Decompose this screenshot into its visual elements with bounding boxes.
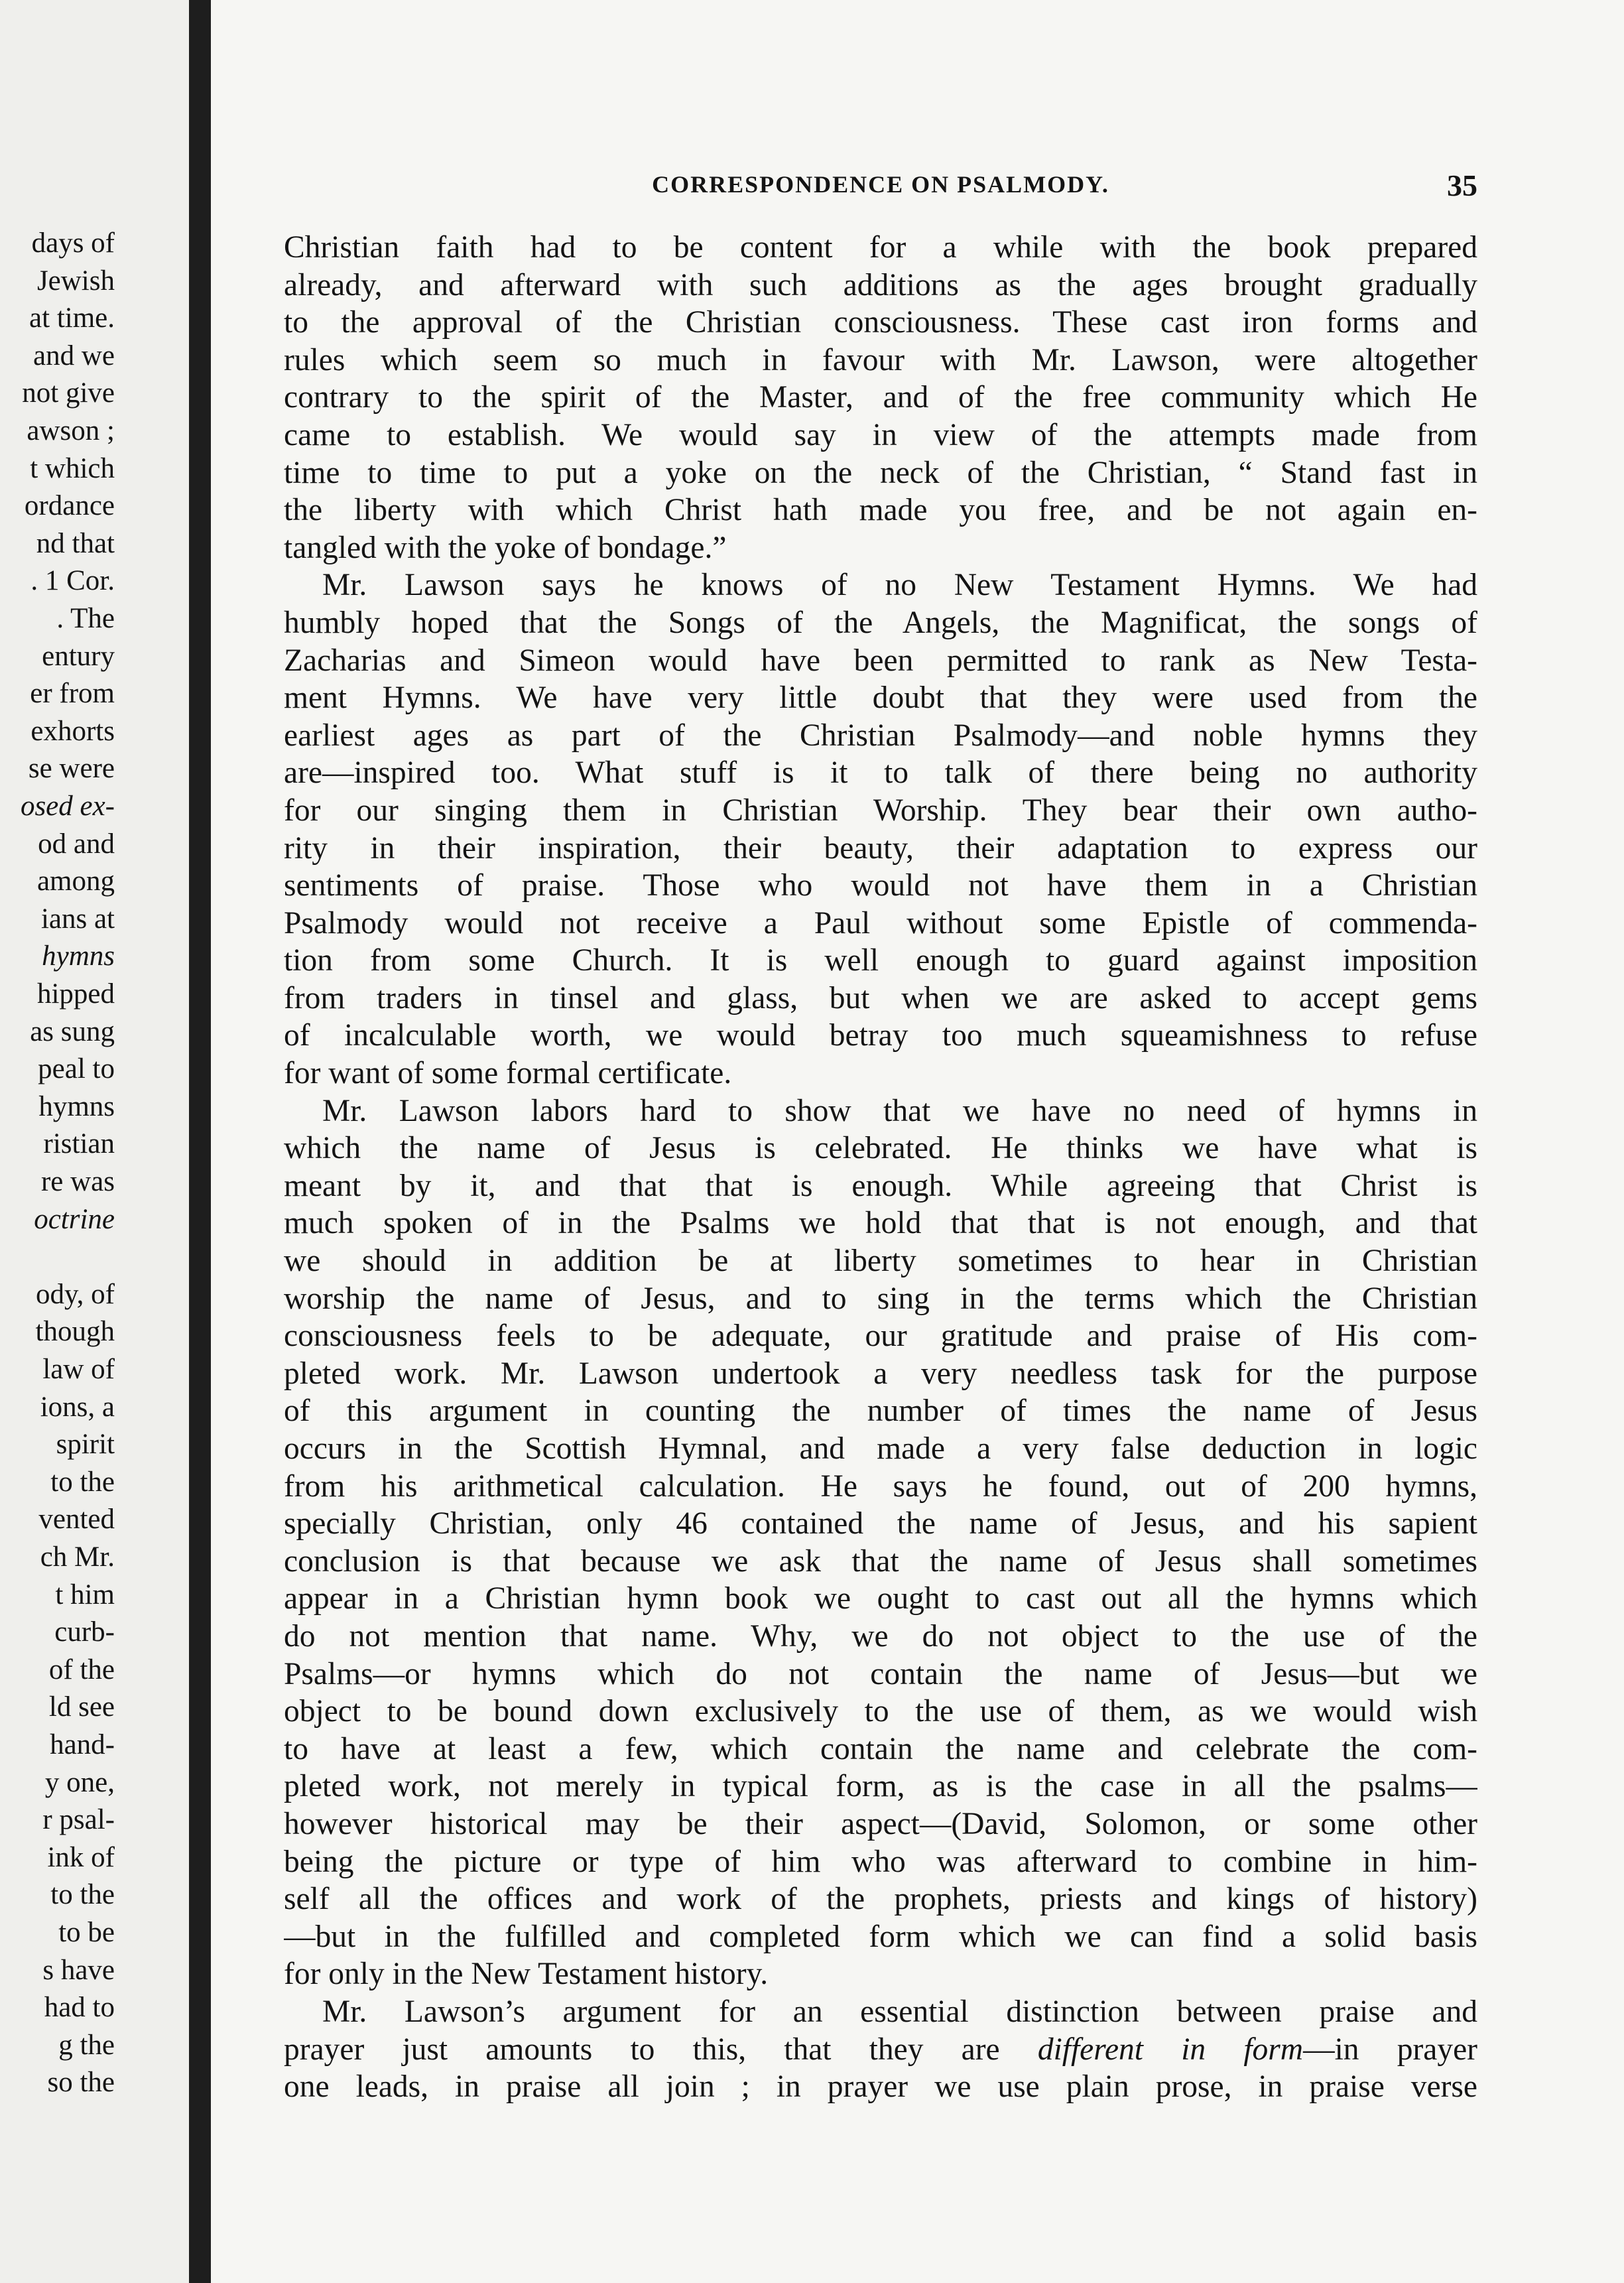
facing-page-line: to be bbox=[58, 1917, 115, 1948]
facing-page-line: . 1 Cor. bbox=[31, 565, 115, 597]
facing-page-line: to the bbox=[50, 1466, 115, 1498]
text-line-with-emphasis bbox=[284, 2031, 1477, 2069]
facing-page-line: entury bbox=[42, 640, 115, 672]
facing-page-line: awson ; bbox=[27, 415, 115, 446]
facing-page-line: ch Mr. bbox=[40, 1541, 115, 1573]
facing-page-line: days of bbox=[31, 228, 115, 259]
facing-page-line: ld see bbox=[48, 1691, 115, 1723]
text-line: we should in addition be at liberty sometimes to hear in Christian bbox=[284, 1244, 1477, 1279]
facing-page-line: as sung bbox=[30, 1015, 115, 1047]
facing-page-line: at time. bbox=[29, 302, 115, 334]
text-line: one leads, in praise all join ; in prayer we use plain prose, in praise verse bbox=[284, 2069, 1477, 2105]
text-run: prayer just amounts to this, that they are bbox=[284, 2032, 1038, 2067]
facing-page-line: ody, of bbox=[35, 1278, 115, 1310]
text-line: rity in their inspiration, their beauty, their adaptation to express our bbox=[284, 830, 1477, 866]
text-line: for want of some formal certificate. bbox=[284, 1056, 732, 1091]
text-line: occurs in the Scottish Hymnal, and made a very false deduction in logic bbox=[284, 1431, 1477, 1466]
text-line: conclusion is that because we ask that the name of Jesus shall sometimes bbox=[284, 1543, 1477, 1579]
facing-page-line: octrine bbox=[34, 1203, 115, 1235]
text-line: being the picture or type of him who was afterward to combine in him- bbox=[284, 1844, 1477, 1879]
text-line: already, and afterward with such additions as the ages brought gradually bbox=[284, 267, 1477, 302]
text-line: do not mention that name. Why, we do not object to the use of the bbox=[284, 1618, 1477, 1654]
book-page bbox=[211, 0, 1624, 2283]
text-line: sentiments of praise. Those who would not have them in a Christian bbox=[284, 868, 1477, 903]
text-run: —in prayer bbox=[1303, 2032, 1477, 2067]
facing-page-line: peal to bbox=[38, 1053, 115, 1085]
text-line: earliest ages as part of the Christian Psalmody—and noble hymns they bbox=[284, 718, 1477, 753]
facing-page-line: vented bbox=[38, 1504, 115, 1535]
facing-page-line: to the bbox=[50, 1879, 115, 1911]
text-line: tangled with the yoke of bondage.” bbox=[284, 530, 727, 565]
facing-page-line: so the bbox=[47, 2067, 115, 2099]
facing-page-line: re was bbox=[40, 1166, 115, 1197]
facing-page-line: t him bbox=[55, 1579, 115, 1610]
text-line: object to be bound down exclusively to the use of them, as we would wish bbox=[284, 1694, 1477, 1729]
text-line: Zacharias and Simeon would have been permitted to rank as New Testa- bbox=[284, 643, 1477, 678]
text-line: are—inspired too. What stuff is it to talk of there being no authority bbox=[284, 755, 1477, 791]
facing-page-line: Jewish bbox=[36, 265, 115, 296]
facing-page-line: of the bbox=[48, 1654, 115, 1685]
facing-page-line: had to bbox=[44, 1992, 115, 2024]
text-line: much spoken of in the Psalms we hold that that is not enough, and that bbox=[284, 1206, 1477, 1241]
text-line: rules which seem so much in favour with Mr. Lawson, were altogether bbox=[284, 342, 1477, 377]
facing-page-line: among bbox=[36, 866, 115, 897]
facing-page-line: s have bbox=[42, 1954, 115, 1986]
text-line: from his arithmetical calculation. He says he found, out of 200 hymns, bbox=[284, 1468, 1477, 1504]
facing-page-line: r psal- bbox=[42, 1804, 115, 1836]
text-line: appear in a Christian hymn book we ought to cast out all the hymns which bbox=[284, 1581, 1477, 1616]
text-line: came to establish. We would say in view of the attempts made from bbox=[284, 417, 1477, 452]
text-line: to have at least a few, which contain the name and celebrate the com- bbox=[284, 1731, 1477, 1766]
text-line: pleted work, not merely in typical form, as is the case in all the psalms— bbox=[284, 1769, 1477, 1804]
text-line: Christian faith had to be content for a while with the book prepared bbox=[284, 230, 1477, 265]
facing-page-line: y one, bbox=[44, 1766, 115, 1798]
body-text bbox=[284, 229, 1477, 2106]
facing-page-line: ians at bbox=[40, 903, 115, 935]
text-line: of this argument in counting the number of times the name of Jesus bbox=[284, 1394, 1477, 1429]
text-line: pleted work. Mr. Lawson undertook a very needless task for the purpose bbox=[284, 1356, 1477, 1391]
text-line: Psalms—or hymns which do not contain the name of Jesus—but we bbox=[284, 1656, 1477, 1691]
facing-page-line: hand- bbox=[50, 1729, 115, 1760]
facing-page-line: se were bbox=[28, 753, 115, 785]
facing-page-line: hymns bbox=[38, 1090, 115, 1122]
facing-page-line: od and bbox=[38, 828, 115, 860]
text-line: for our singing them in Christian Worship. They bear their own autho- bbox=[284, 793, 1477, 828]
text-line: specially Christian, only 46 contained the name of Jesus, and his sapient bbox=[284, 1506, 1477, 1541]
running-head: CORRESPONDENCE ON PSALMODY. bbox=[652, 171, 1109, 198]
text-line: however historical may be their aspect—(David, Solomon, or some other bbox=[284, 1806, 1477, 1841]
facing-page-line: osed ex- bbox=[20, 791, 115, 822]
facing-page-line: ordance bbox=[24, 490, 115, 522]
facing-page-line: hymns bbox=[42, 941, 115, 972]
facing-page-line: though bbox=[35, 1316, 115, 1348]
text-line: —but in the fulfilled and completed form which we can find a solid basis bbox=[284, 1919, 1477, 1954]
text-line: to the approval of the Christian consciousness. These cast iron forms and bbox=[284, 305, 1477, 340]
facing-page-line: g the bbox=[58, 2029, 115, 2061]
text-line: for only in the New Testament history. bbox=[284, 1957, 769, 1992]
text-line: Mr. Lawson says he knows of no New Testament Hymns. We had bbox=[322, 568, 1477, 603]
text-line: consciousness feels to be adequate, our gratitude and praise of His com- bbox=[284, 1319, 1477, 1354]
facing-page-line: ristian bbox=[43, 1128, 115, 1160]
text-line: the liberty with which Christ hath made you free, and be not again en- bbox=[284, 493, 1477, 528]
text-line: ment Hymns. We have very little doubt that they were used from the bbox=[284, 681, 1477, 716]
book-gutter bbox=[189, 0, 211, 2283]
text-line: self all the offices and work of the prophets, priests and kings of history) bbox=[284, 1882, 1477, 1917]
page-number: 35 bbox=[1447, 168, 1477, 202]
text-line: contrary to the spirit of the Master, and of the free community which He bbox=[284, 380, 1477, 415]
facing-page-line: spirit bbox=[56, 1429, 115, 1461]
text-line: worship the name of Jesus, and to sing in the terms which the Christian bbox=[284, 1281, 1477, 1316]
facing-page-line: hipped bbox=[36, 978, 115, 1010]
text-line: Psalmody would not receive a Paul without some Epistle of commenda- bbox=[284, 905, 1477, 941]
page-header bbox=[284, 168, 1477, 208]
emphasis-text: different in form bbox=[1037, 2032, 1304, 2067]
text-line: humbly hoped that the Songs of the Angels, the Magnificat, the songs of bbox=[284, 605, 1477, 640]
text-line: time to time to put a yoke on the neck of the Christian, “ Stand fast in bbox=[284, 455, 1477, 490]
facing-page-line: er from bbox=[30, 678, 115, 710]
text-line: which the name of Jesus is celebrated. He thinks we have what is bbox=[284, 1131, 1477, 1166]
text-line: tion from some Church. It is well enough to guard against imposition bbox=[284, 943, 1477, 978]
text-line: meant by it, and that that is enough. While agreeing that Christ is bbox=[284, 1168, 1477, 1203]
facing-page-line: not give bbox=[22, 377, 115, 409]
facing-page-line: . The bbox=[56, 603, 115, 634]
facing-page-line: ink of bbox=[47, 1841, 115, 1873]
facing-page-line: and we bbox=[33, 340, 115, 371]
facing-page-fragment bbox=[0, 0, 189, 2283]
facing-page-line: law of bbox=[42, 1354, 115, 1385]
facing-page-line: curb- bbox=[54, 1616, 115, 1648]
facing-page-line: nd that bbox=[36, 527, 115, 559]
text-line: of incalculable worth, we would betray too much squeamishness to refuse bbox=[284, 1018, 1477, 1053]
text-line: Mr. Lawson’s argument for an essential distinction between praise and bbox=[322, 1994, 1477, 2029]
facing-page-line: ions, a bbox=[40, 1391, 115, 1423]
facing-page-line: t which bbox=[30, 452, 115, 484]
facing-page-line: exhorts bbox=[31, 715, 115, 747]
text-line: from traders in tinsel and glass, but when we are asked to accept gems bbox=[284, 980, 1477, 1015]
text-line: Mr. Lawson labors hard to show that we have no need of hymns in bbox=[322, 1093, 1477, 1128]
